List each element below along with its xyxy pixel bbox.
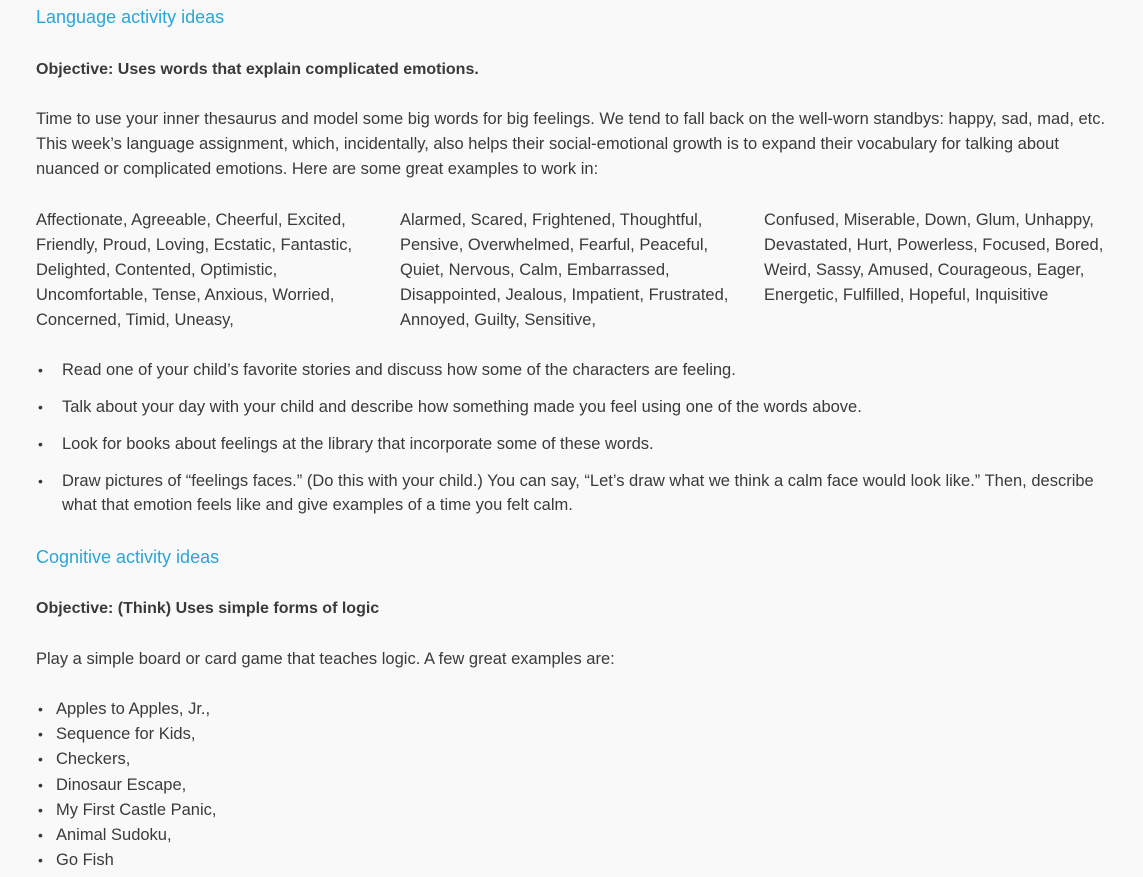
- game-name: Checkers,: [56, 750, 131, 769]
- bullet-icon: •: [38, 399, 43, 415]
- game-name: Animal Sudoku,: [56, 826, 172, 845]
- list-item: [36, 432, 1096, 456]
- emotion-words-column-2: Alarmed, Scared, Frightened, Thoughtful, Pensive, Overwhelmed, Fearful, Peaceful, Quiet, Nervous, Calm, Embarrassed, Disappointed, Jealous, Impatient, Frustrated, Annoyed, Guilty, Sensitive,: [400, 211, 729, 329]
- list-item: [36, 823, 216, 848]
- bullet-icon: •: [38, 726, 43, 743]
- language-heading: Language activity ideas: [36, 7, 225, 27]
- game-name: Go Fish: [56, 851, 114, 870]
- game-name: Dinosaur Escape,: [56, 775, 187, 794]
- bullet-icon: •: [38, 776, 43, 793]
- bullet-icon: •: [38, 827, 43, 844]
- language-intro: Time to use your inner thesaurus and model some big words for big feelings. We tend to fall back on the well-worn standbys: happy, sad, mad, etc. This week’s language assignment, which, incidentally, also helps their social-emotional growth is to expand their vocabulary for talking about nuanced or complicated emotions. Here are some great examples to work in:: [36, 110, 1106, 178]
- game-list: [36, 697, 216, 873]
- list-item: [36, 798, 216, 823]
- activity-text: Read one of your child’s favorite stories and discuss how some of the characters are feeling.: [62, 361, 736, 379]
- list-item: [36, 848, 216, 873]
- emotion-words-column-1: Affectionate, Agreeable, Cheerful, Excited, Friendly, Proud, Loving, Ecstatic, Fantastic, Delighted, Contented, Optimistic, Uncomfortable, Tense, Anxious, Worried, Concerned, Timid, Uneasy,: [36, 211, 353, 329]
- bullet-icon: •: [38, 852, 43, 869]
- list-item: [36, 358, 1096, 382]
- activity-text: Look for books about feelings at the library that incorporate some of these words.: [62, 435, 654, 453]
- game-name: My First Castle Panic,: [56, 800, 217, 819]
- emotion-words-column-3: Confused, Miserable, Down, Glum, Unhappy, Devastated, Hurt, Powerless, Focused, Bored, Weird, Sassy, Amused, Courageous, Eager, Energetic, Fulfilled, Hopeful, Inquisitive: [764, 211, 1104, 304]
- language-activity-list: [36, 358, 1096, 530]
- bullet-icon: •: [38, 751, 43, 768]
- activity-text: Draw pictures of “feelings faces.” (Do this with your child.) You can say, “Let’s draw what we think a calm face would look like.” Then, describe what that emotion feels like and give examples of a time you felt calm.: [62, 472, 1094, 514]
- cognitive-objective: Objective: (Think) Uses simple forms of logic: [36, 600, 380, 617]
- list-item: [36, 722, 216, 747]
- game-name: Apples to Apples, Jr.,: [56, 700, 211, 718]
- bullet-icon: •: [38, 801, 43, 818]
- list-item: [36, 469, 1096, 517]
- bullet-icon: •: [38, 362, 43, 378]
- bullet-icon: •: [38, 701, 43, 717]
- list-item: [36, 395, 1096, 419]
- game-name: Sequence for Kids,: [56, 725, 196, 744]
- cognitive-intro: Play a simple board or card game that teaches logic. A few great examples are:: [36, 650, 615, 668]
- bullet-icon: •: [38, 473, 43, 489]
- list-item: [36, 773, 216, 798]
- list-item: [36, 697, 216, 722]
- bullet-icon: •: [38, 436, 43, 452]
- language-objective: Objective: Uses words that explain complicated emotions.: [36, 61, 479, 78]
- cognitive-heading: Cognitive activity ideas: [36, 547, 220, 567]
- activity-text: Talk about your day with your child and describe how something made you feel using one of the words above.: [62, 398, 862, 416]
- list-item: [36, 747, 216, 772]
